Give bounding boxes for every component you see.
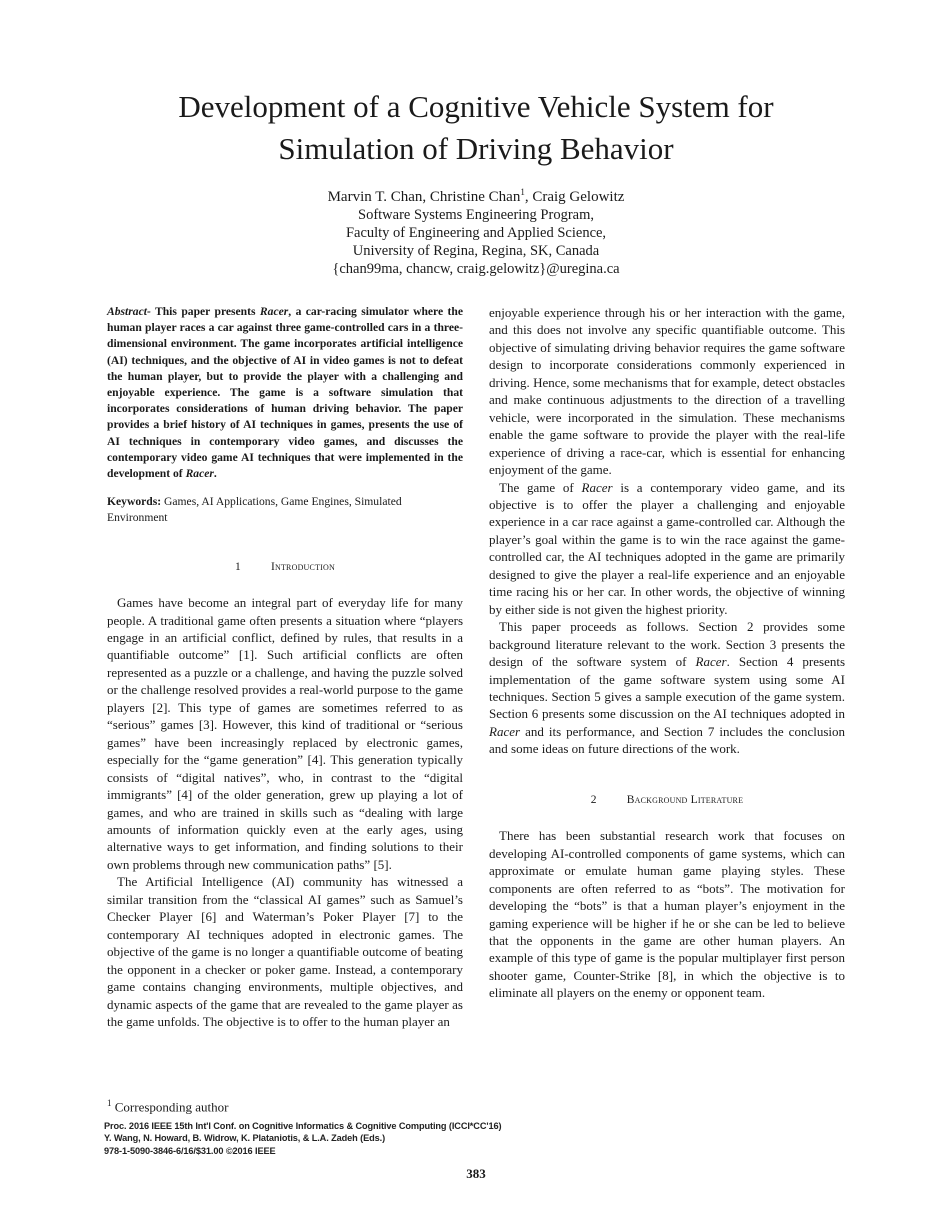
conference-info [104, 1120, 501, 1157]
footnote: $^1$ Corresponding author [107, 1098, 229, 1115]
keywords-label: Keywords: [107, 495, 162, 509]
page-number: 383 [466, 1166, 486, 1181]
left-column [107, 304, 463, 1030]
paragraph: Games have become an integral part of everyday life for many people. A traditional game often presents a situation where “players engage in an artificial conflict, defined by rules, that results in a quantifiable outcome” [1]. Such artificial conflicts are often represented as a puzzle or a challenge, and having the puzzle solved or the challenge resolved provides a real-world purpose to the game players [2]. This type of games are sometimes referred to as “serious” games [3]. However, this kind of traditional or “serious games” have been increasingly replaced by electronic games, especially for the “game generation” [4]. This generation typically consists of “digital natives”, who, in contrast to the “digital immigrants” [4] of the older generation, grew up playing a lot of games, and who are trained in skills such as “dealing with large amounts of information quickly even at the early ages, using alternative ways to get information, and finding solutions to their own problems through new communication paths” [5]. [107, 595, 463, 872]
title-line-1: Development of a Cognitive Vehicle System for [178, 89, 774, 124]
author-emails: {chan99ma, chancw, craig.gelowitz}@uregina.ca [332, 261, 620, 277]
affiliation-line-2: Faculty of Engineering and Applied Science, [345, 225, 607, 241]
conference-line-1: Proc. 2016 IEEE 15th Int'l Conf. on Cognitive Informatics & Cognitive Computing (ICCI*CC'16) [104, 1121, 502, 1131]
conference-line-3: 978-1-5090-3846-6/16/$31.00 ©2016 IEEE [104, 1145, 276, 1156]
affiliation-line-1: Software Systems Engineering Program, [358, 207, 594, 223]
paragraph: The game of Racer is a contemporary video game, and its objective is to offer the player a challenging and enjoyable experience in a car race against a game-controlled car. Although the player’s goal within the game is to win the race against the game-controlled car, the AI techniques adopted in the game are primarily designed to give the player a real-life experience and an enjoyable time racing his or her car. In other words, the objective of winning by either side is not given the highest priority. [489, 479, 845, 617]
section-heading-background: 2 Background Literature [590, 793, 744, 806]
conference-line-2: Y. Wang, N. Howard, B. Widrow, K. Plataniotis, & L.A. Zadeh (Eds.) [104, 1133, 386, 1144]
title-line-2: Simulation of Driving Behavior [278, 131, 674, 166]
right-column [489, 304, 845, 1002]
author-names: Marvin T. Chan, Christine Chan$^1$, Craig Gelowitz [327, 187, 625, 205]
paragraph: enjoyable experience through his or her interaction with the game, and this does not involve any specific quantifiable outcome. This objective of simulating driving behavior requires the game software design to incorporate considerations commonly experienced in driving. Hence, some mechanisms that for example, detect obstacles and make continuous adjustments to the direction of a travelling vehicle, were incorporated in the simulation. These mechanisms enable the game software to provide the player with the real-life experience of driving a race-car, which is essential for enhancing enjoyment of the game. [489, 305, 845, 478]
paragraph: This paper proceeds as follows. Section 2 provides some background literature relevant to the work. Section 3 presents the design of the software system of Racer. Section 4 presents implementation of the game software system using some AI techniques. Section 5 gives a sample execution of the game system. Section 6 presents some discussion on the AI techniques adopted in Racer and its performance, and Section 7 includes the conclusion and some ideas on future directions of the work. [489, 619, 846, 757]
author-block [160, 183, 792, 278]
abstract: Abstract- This paper presents Racer, a car-racing simulator where the human player races a car against three game-controlled cars in a three-dimensional environment. The game incorporates artificial intelligence (AI) techniques, and the objective of AI in video games is not to defeat the human player, but to provide the player with a challenging and enjoyable experience. The game is a software simulation that incorporates considerations of human driving behavior. The paper provides a brief history of AI techniques in games, presents the use of AI techniques in contemporary video games, and discusses the contemporary video game AI techniques that were implemented in the development of Racer. [107, 305, 463, 481]
author-footnote-mark: 1 [520, 187, 525, 197]
abstract-label: Abstract- [107, 305, 151, 318]
paragraph: The Artificial Intelligence (AI) community has witnessed a similar transition from the “classical AI games” such as Samuel’s Checker Player [6] and Waterman’s Poker Player [7] to the contemporary AI techniques adopted in electronic games. The objective of the game is no longer a quantifiable outcome of beating the opponent in a checker or poker game. Instead, a contemporary game contains changing environments, multiple objectives, and dynamic aspects of the game that are revealed to the game player as the game unfolds. The objective is to offer to the human player an [107, 874, 463, 1029]
paragraph: There has been substantial research work that focuses on developing AI-controlled components of game systems, which can approximate or emulate human game playing styles. These components are often referred to as “bots”. The motivation for developing the “bots” is that a human player’s enjoyment in the gaming experience will be higher if he or she can be led to believe that the opponents in the game are other human players. An example of this type of game is the popular multiplayer first person shooter game, Counter-Strike [8], in which the objective is to eliminate all players on the enemy or opponent team. [489, 828, 845, 1001]
paper-title [60, 86, 892, 170]
affiliation-line-3: University of Regina, Regina, SK, Canada [352, 243, 600, 259]
keywords: Keywords: Games, AI Applications, Game Engines, Simulated Environment [107, 495, 402, 525]
section-heading-introduction: 1 Introduction [235, 560, 335, 573]
